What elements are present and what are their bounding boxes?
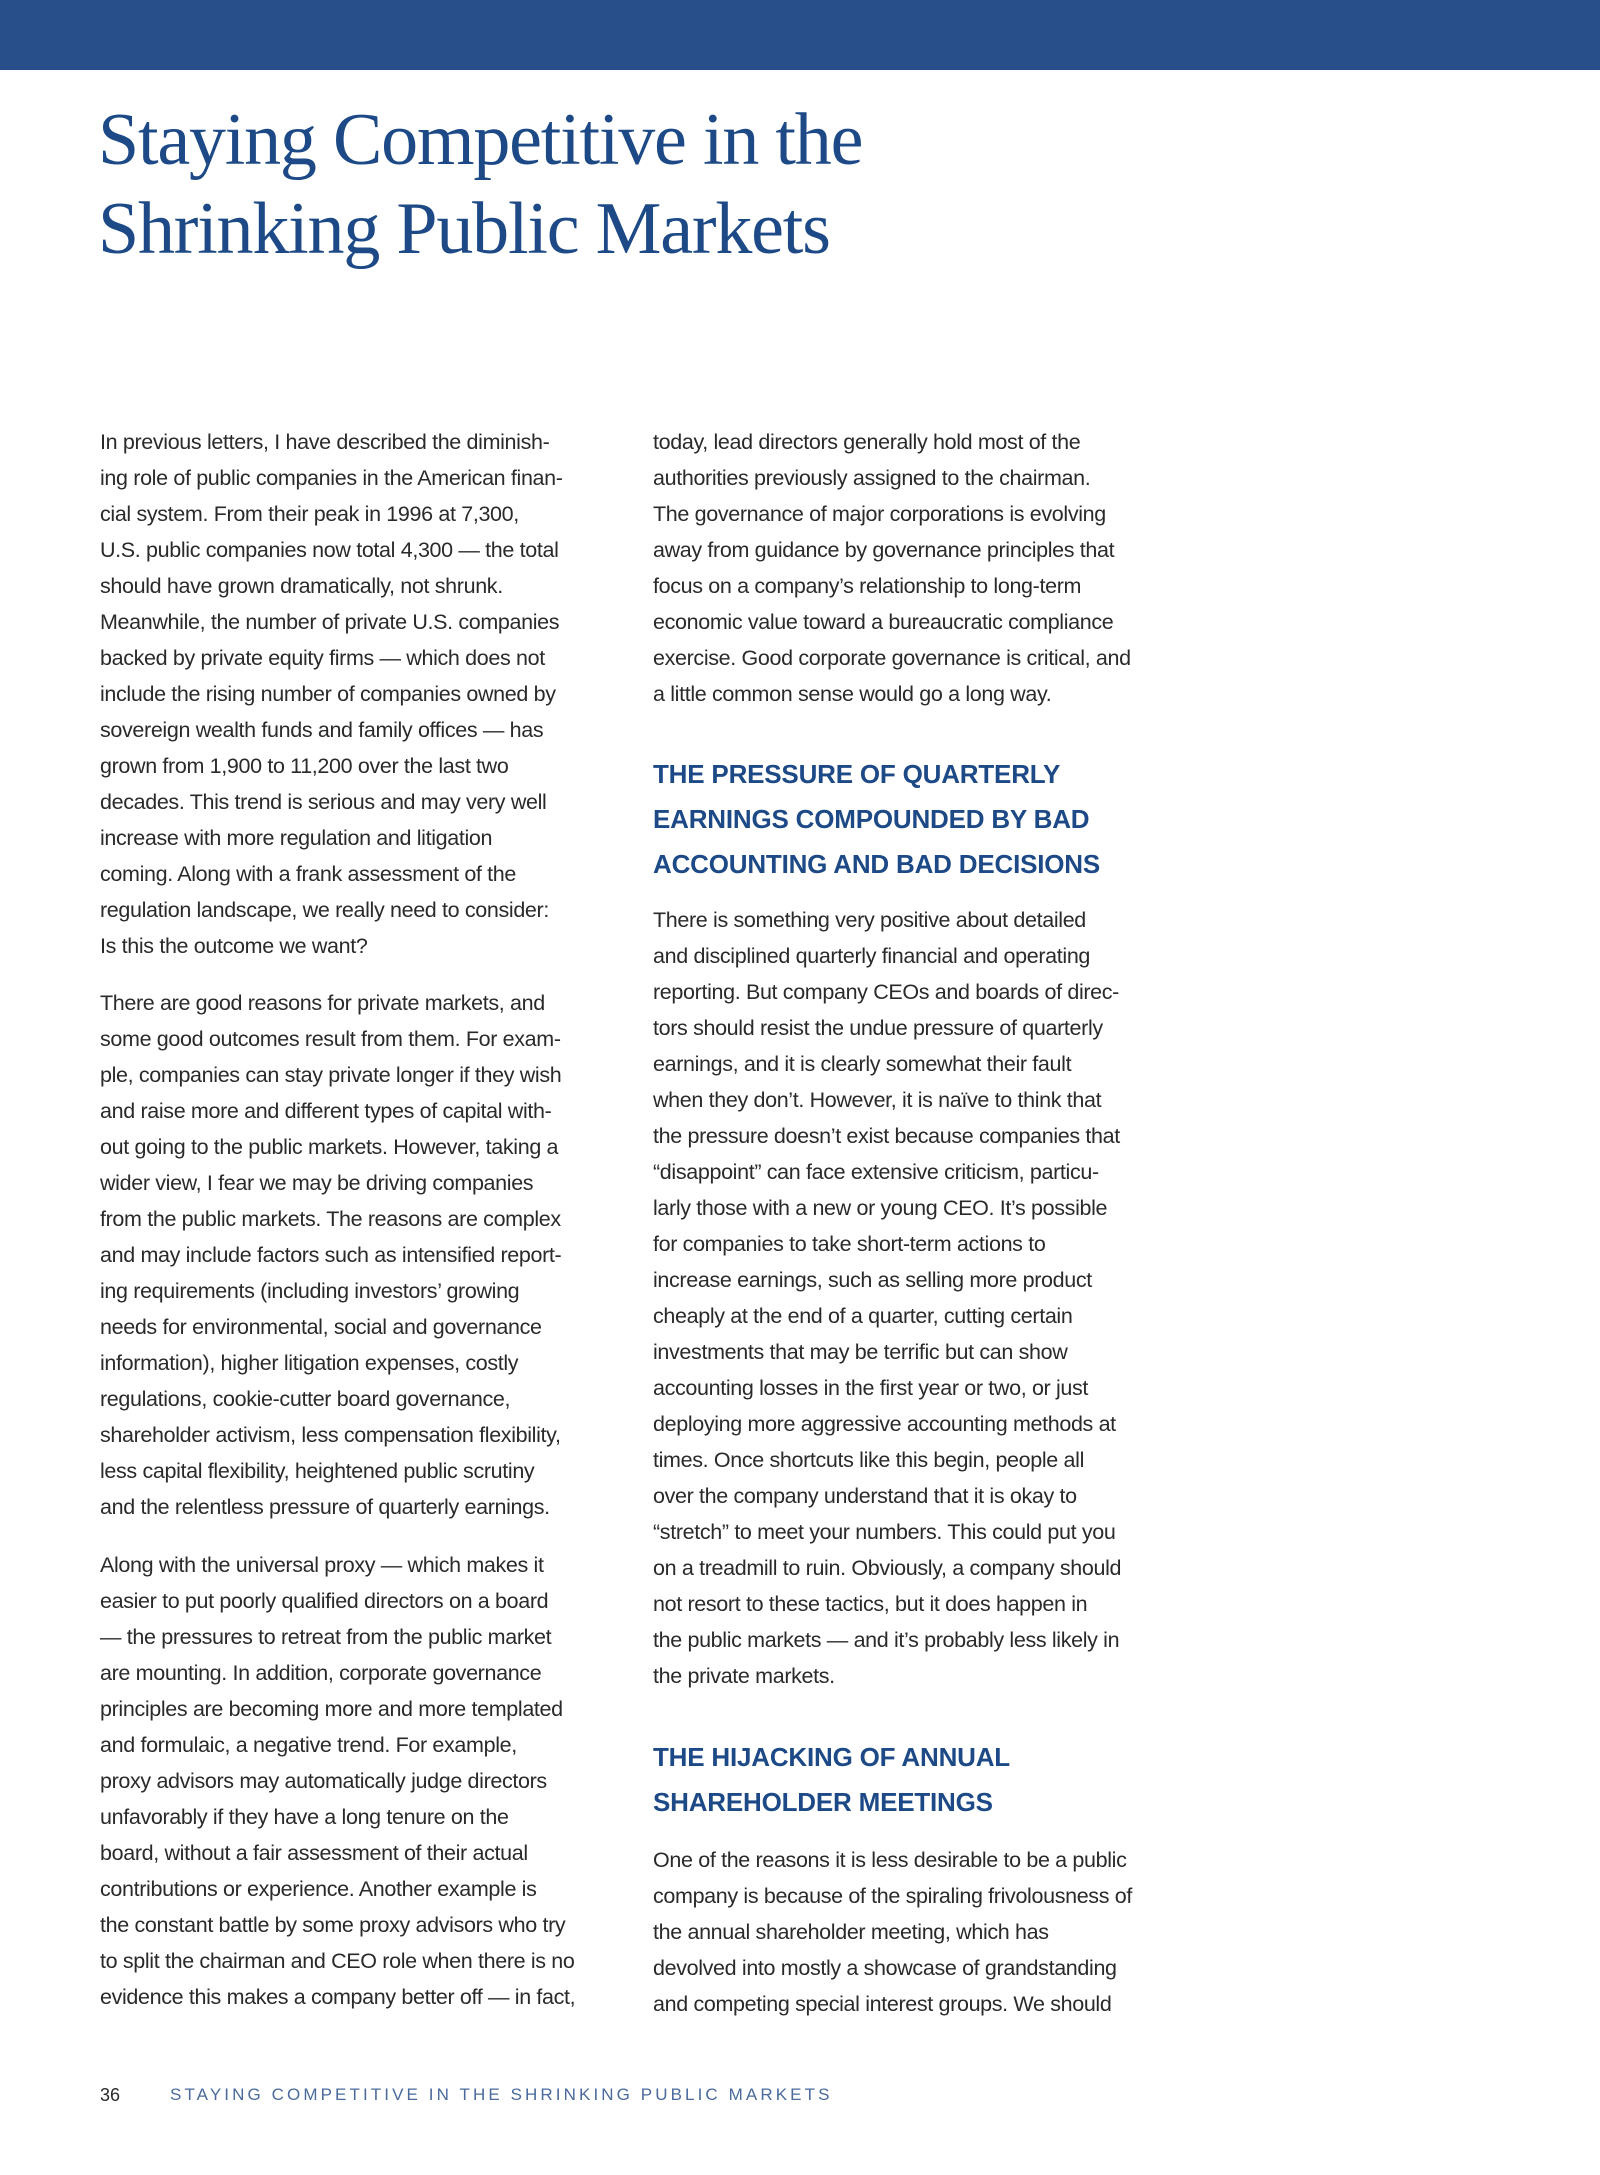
section-heading (653, 752, 1100, 887)
text-line: accounting losses in the first year or two, or just (653, 1376, 1089, 1400)
text-line: easier to put poorly qualified directors on a board (100, 1589, 549, 1613)
text-line: regulations, cookie-cutter board governance, (100, 1387, 511, 1411)
text-line: authorities previously assigned to the chairman. (653, 466, 1091, 490)
text-line: One of the reasons it is less desirable to be a public (653, 1848, 1127, 1872)
text-line: backed by private equity firms — which does not (100, 646, 545, 670)
text-line: needs for environmental, social and governance (100, 1315, 542, 1339)
text-line: and the relentless pressure of quarterly earnings. (100, 1495, 550, 1519)
text-line: out going to the public markets. However, taking a (100, 1135, 559, 1159)
text-line: In previous letters, I have described the diminish- (100, 430, 550, 454)
text-line: Is this the outcome we want? (100, 934, 368, 958)
page-title (98, 96, 862, 274)
text-line: when they don’t. However, it is naïve to think that (653, 1088, 1102, 1112)
text-line: board, without a fair assessment of their actual (100, 1841, 528, 1865)
text-line: tors should resist the undue pressure of quarterly (653, 1016, 1103, 1040)
text-line: some good outcomes result from them. For exam- (100, 1027, 561, 1051)
text-line: cheaply at the end of a quarter, cutting certain (653, 1304, 1073, 1328)
section-heading (653, 1735, 1010, 1825)
text-line: are mounting. In addition, corporate governance (100, 1661, 542, 1685)
text-line: away from guidance by governance principles that (653, 538, 1115, 562)
text-line: There are good reasons for private markets, and (100, 991, 545, 1015)
text-line: — the pressures to retreat from the public market (100, 1625, 552, 1649)
text-line: regulation landscape, we really need to consider: (100, 898, 549, 922)
text-line: include the rising number of companies owned by (100, 682, 556, 706)
text-line: not resort to these tactics, but it does happen in (653, 1592, 1088, 1616)
text-line: sovereign wealth funds and family offices — has (100, 718, 544, 742)
heading-line: THE HIJACKING OF ANNUAL (653, 1742, 1010, 1772)
text-line: less capital flexibility, heightened public scrutiny (100, 1459, 535, 1483)
text-line: the private markets. (653, 1664, 835, 1688)
text-line: economic value toward a bureaucratic compliance (653, 610, 1114, 634)
page-number: 36 (100, 2085, 121, 2105)
text-line: to split the chairman and CEO role when there is no (100, 1949, 575, 1973)
text-line: “disappoint” can face extensive criticism, particu- (653, 1160, 1099, 1184)
text-line: the public markets — and it’s probably less likely in (653, 1628, 1120, 1652)
text-line: times. Once shortcuts like this begin, people all (653, 1448, 1084, 1472)
text-line: devolved into mostly a showcase of grandstanding (653, 1956, 1117, 1980)
text-line: today, lead directors generally hold most of the (653, 430, 1081, 454)
text-line: larly those with a new or young CEO. It’s possible (653, 1196, 1108, 1220)
text-line: increase earnings, such as selling more product (653, 1268, 1092, 1292)
body-paragraph (100, 424, 563, 964)
text-line: ple, companies can stay private longer if they wish (100, 1063, 562, 1087)
text-line: over the company understand that it is okay to (653, 1484, 1077, 1508)
text-line: reporting. But company CEOs and boards of direc- (653, 980, 1119, 1004)
text-line: shareholder activism, less compensation flexibility, (100, 1423, 561, 1447)
text-line: ing requirements (including investors’ growing (100, 1279, 520, 1303)
title-line: Shrinking Public Markets (98, 188, 830, 270)
text-line: proxy advisors may automatically judge directors (100, 1769, 547, 1793)
text-line: The governance of major corporations is evolving (653, 502, 1106, 526)
text-line: coming. Along with a frank assessment of the (100, 862, 517, 886)
text-line: decades. This trend is serious and may very well (100, 790, 547, 814)
heading-line: EARNINGS COMPOUNDED BY BAD (653, 804, 1090, 834)
text-line: company is because of the spiraling frivolousness of (653, 1884, 1132, 1908)
title-line: Staying Competitive in the (98, 99, 863, 181)
text-line: information), higher litigation expenses, costly (100, 1351, 519, 1375)
text-line: and formulaic, a negative trend. For example, (100, 1733, 517, 1757)
body-paragraph (653, 902, 1121, 1694)
page-footer (0, 2081, 1600, 2109)
text-line: the constant battle by some proxy advisors who try (100, 1913, 566, 1937)
text-line: contributions or experience. Another example is (100, 1877, 537, 1901)
text-line: and may include factors such as intensified report- (100, 1243, 562, 1267)
body-paragraph (100, 1547, 575, 2015)
header-bar (0, 0, 1600, 70)
text-line: the pressure doesn’t exist because companies that (653, 1124, 1120, 1148)
text-line: investments that may be terrific but can show (653, 1340, 1068, 1364)
body-paragraph (653, 1842, 1132, 2022)
heading-line: SHAREHOLDER MEETINGS (653, 1787, 993, 1817)
body-paragraph (100, 985, 561, 1525)
text-line: grown from 1,900 to 11,200 over the last two (100, 754, 509, 778)
text-line: wider view, I fear we may be driving companies (100, 1171, 534, 1195)
text-line: earnings, and it is clearly somewhat their fault (653, 1052, 1072, 1076)
text-line: evidence this makes a company better off — in fact, (100, 1985, 576, 2009)
text-line: and disciplined quarterly financial and operating (653, 944, 1091, 968)
text-line: There is something very positive about detailed (653, 908, 1086, 932)
text-line: Meanwhile, the number of private U.S. companies (100, 610, 560, 634)
text-line: should have grown dramatically, not shrunk. (100, 574, 503, 598)
text-line: increase with more regulation and litigation (100, 826, 493, 850)
text-line: on a treadmill to ruin. Obviously, a company should (653, 1556, 1122, 1580)
text-line: and raise more and different types of capital with- (100, 1099, 552, 1123)
text-line: principles are becoming more and more templated (100, 1697, 563, 1721)
text-line: a little common sense would go a long way. (653, 682, 1052, 706)
text-line: cial system. From their peak in 1996 at 7,300, (100, 502, 519, 526)
text-line: “stretch” to meet your numbers. This could put you (653, 1520, 1116, 1544)
text-line: U.S. public companies now total 4,300 — the total (100, 538, 559, 562)
text-line: the annual shareholder meeting, which has (653, 1920, 1049, 1944)
heading-line: THE PRESSURE OF QUARTERLY (653, 759, 1061, 789)
body-paragraph (653, 424, 1131, 712)
text-line: Along with the universal proxy — which makes it (100, 1553, 544, 1577)
text-line: and competing special interest groups. We should (653, 1992, 1112, 2016)
text-line: exercise. Good corporate governance is critical, and (653, 646, 1131, 670)
running-title: STAYING COMPETITIVE IN THE SHRINKING PUBLIC MARKETS (170, 2085, 833, 2104)
heading-line: ACCOUNTING AND BAD DECISIONS (653, 849, 1101, 879)
text-line: from the public markets. The reasons are complex (100, 1207, 561, 1231)
text-line: focus on a company’s relationship to long-term (653, 574, 1082, 598)
text-line: ing role of public companies in the American finan- (100, 466, 563, 490)
text-line: deploying more aggressive accounting methods at (653, 1412, 1116, 1436)
text-line: for companies to take short-term actions to (653, 1232, 1046, 1256)
text-line: unfavorably if they have a long tenure on the (100, 1805, 509, 1829)
